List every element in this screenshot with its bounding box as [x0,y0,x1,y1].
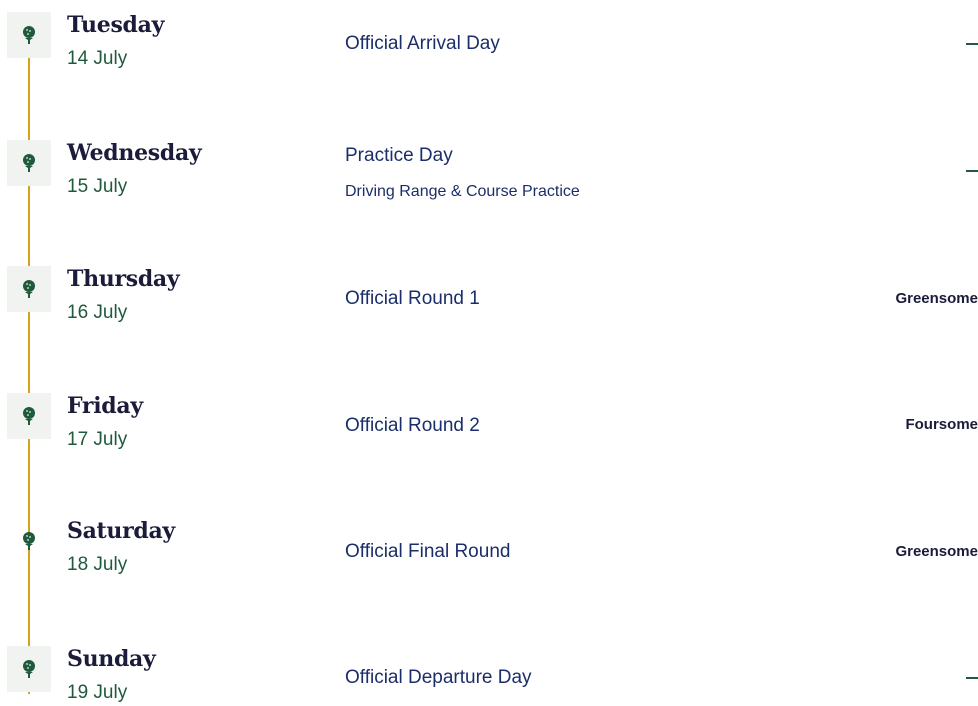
day-name: Friday [67,393,143,419]
event-title: Official Departure Day [345,667,532,688]
golf-ball-on-tee-icon [7,12,51,58]
format-empty-dash [966,677,978,679]
golf-ball-on-tee-icon [7,266,51,312]
schedule-row [0,266,978,376]
event-title: Official Final Round [345,541,511,562]
day-name: Thursday [67,266,180,292]
day-name: Sunday [67,646,156,672]
event-title: Practice Day [345,145,453,166]
golf-ball-on-tee-icon [7,140,51,186]
format-empty-dash [966,170,978,172]
golf-ball-on-tee-icon [7,393,51,439]
day-date: 18 July [67,554,128,575]
event-title: Official Round 2 [345,415,480,436]
event-subtitle: Driving Range & Course Practice [345,183,580,200]
event-title: Official Round 1 [345,288,480,309]
schedule-row [0,140,978,250]
day-name: Wednesday [67,140,202,166]
day-name: Tuesday [67,12,165,38]
play-format: Foursome [905,416,978,433]
schedule-row [0,393,978,503]
schedule-row [0,646,978,706]
day-date: 16 July [67,302,128,323]
day-date: 17 July [67,429,128,450]
day-name: Saturday [67,518,175,544]
event-title: Official Arrival Day [345,33,500,54]
golf-ball-on-tee-icon [7,518,51,564]
day-date: 15 July [67,176,128,197]
golf-ball-on-tee-icon [7,646,51,692]
schedule-row [0,518,978,628]
play-format: Greensome [895,290,978,307]
format-empty-dash [966,43,978,45]
schedule-row [0,12,978,122]
day-date: 14 July [67,48,128,69]
play-format: Greensome [895,543,978,560]
day-date: 19 July [67,682,128,703]
